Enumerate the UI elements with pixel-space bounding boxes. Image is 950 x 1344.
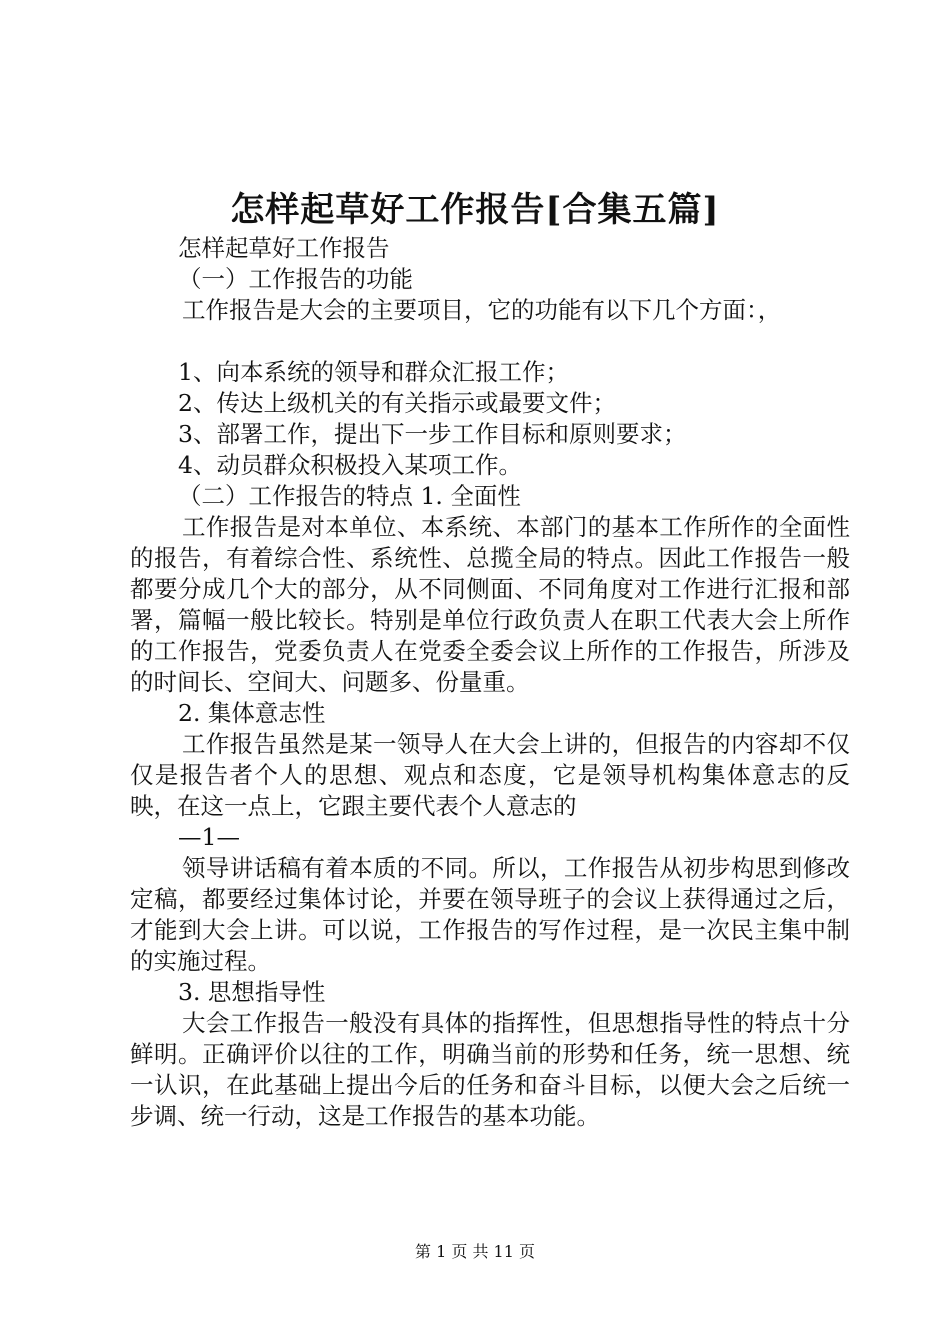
paragraph-speech-difference: 领导讲话稿有着本质的不同。所以，工作报告从初步构思到修改定稿，都要经过集体讨论，并要在领导班子的会议上获得通过之后，才能到大会上讲。可以说，工作报告的写作过程，是一次民主集中制的实施过程。 [130, 854, 850, 975]
list-item-1: 1、向本系统的领导和群众汇报工作； [178, 358, 569, 386]
intro-line: 工作报告是大会的主要项目，它的功能有以下几个方面：， [182, 296, 782, 324]
blank-line [130, 326, 850, 357]
list-item-3: 3、部署工作，提出下一步工作目标和原则要求； [178, 420, 687, 448]
paragraph-comprehensive: 工作报告是对本单位、本系统、本部门的基本工作所作的全面性的报告，有着综合性、系统性、总揽全局的特点。因此工作报告一般都要分成几个大的部分，从不同侧面、不同角度对工作进行汇报和部署，篇幅一般比较长。特别是单位行政负责人在职工代表大会上所作的工作报告，党委负责人在党委全委会议上所作的工作报告，所涉及的时间长、空间大、问题多、份量重。 [130, 513, 850, 696]
point-heading-2: 2. 集体意志性 [178, 699, 326, 727]
section-heading-1: （一）工作报告的功能 [178, 265, 413, 293]
section-heading-2: （二）工作报告的特点 1. 全面性 [178, 482, 521, 510]
document-title: 怎样起草好工作报告[合集五篇] [230, 190, 720, 230]
paragraph-guidance: 大会工作报告一般没有具体的指挥性，但思想指导性的特点十分鲜明。正确评价以往的工作，明确当前的形势和任务，统一思想、统一认识，在此基础上提出今后的任务和奋斗目标，以便大会之后统一步调、统一行动，这是工作报告的基本功能。 [130, 1009, 850, 1130]
list-item-2: 2、传达上级机关的有关指示或最要文件； [178, 389, 616, 417]
page-marker: —1— [178, 823, 240, 851]
paragraph-collective-will: 工作报告虽然是某一领导人在大会上讲的，但报告的内容却不仅仅是报告者个人的思想、观点和态度，它是领导机构集体意志的反映，在这一点上，它跟主要代表个人意志的 [130, 730, 850, 820]
subtitle: 怎样起草好工作报告 [178, 234, 390, 262]
list-item-4: 4、动员群众积极投入某项工作。 [178, 451, 522, 479]
document-body [130, 233, 850, 1132]
page-footer: 第 1 页 共 11 页 [415, 1242, 535, 1261]
point-heading-3: 3. 思想指导性 [178, 978, 326, 1006]
